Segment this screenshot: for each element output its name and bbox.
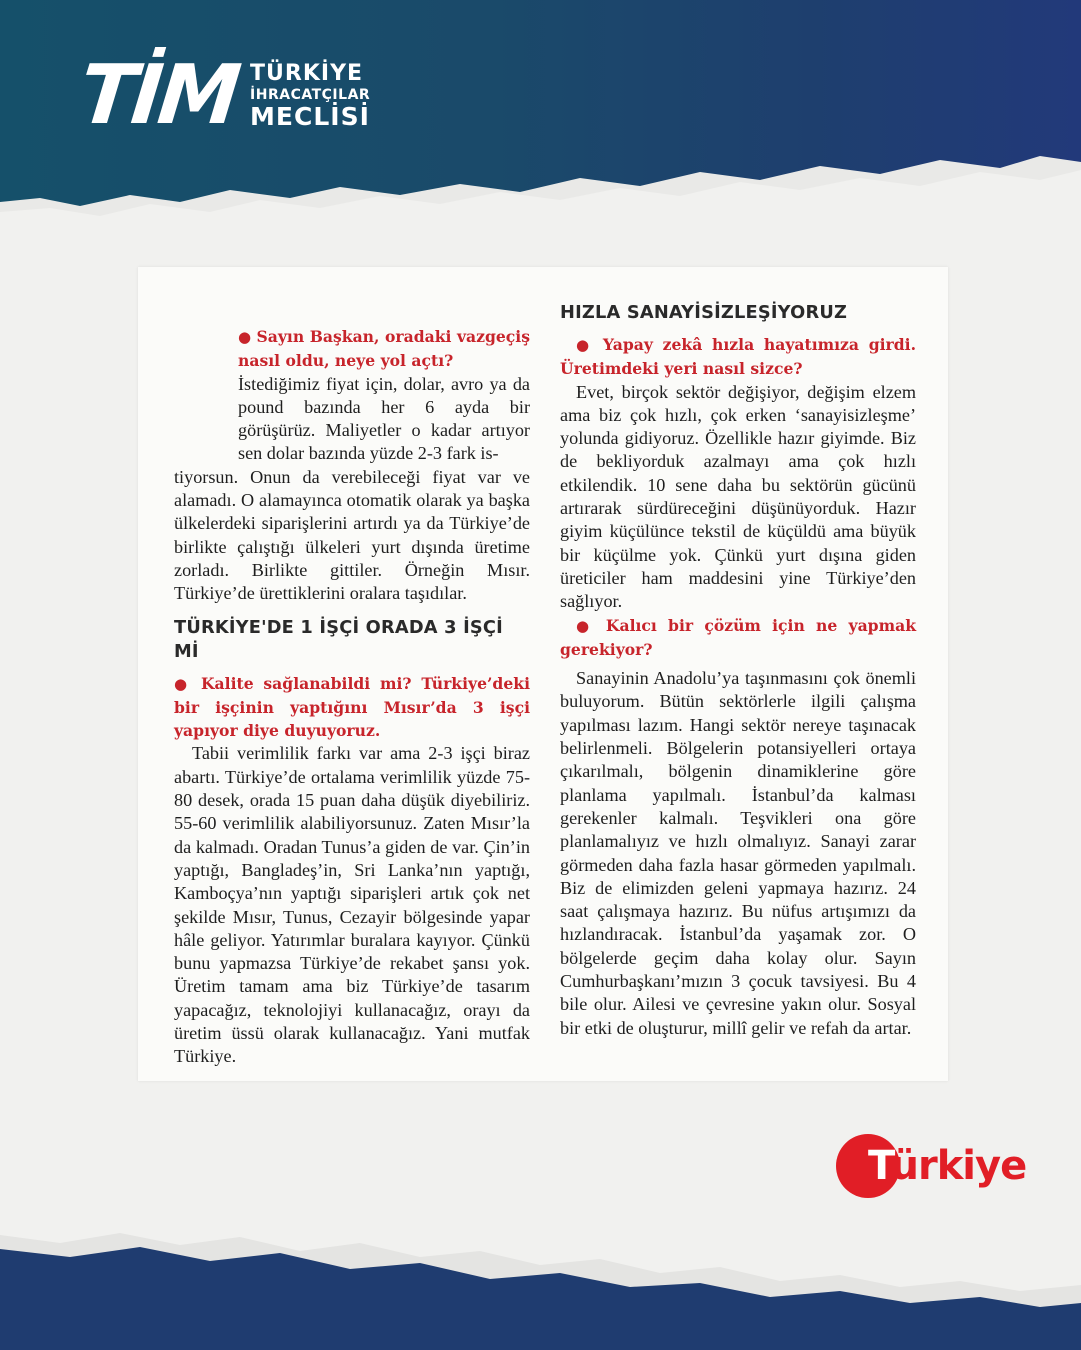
- tim-logo-line1: TÜRKİYE: [250, 61, 364, 86]
- question-3: ● Yapay zekâ hızla hayatımıza girdi. Üretimdeki yeri nasıl sizce?: [560, 335, 916, 379]
- answer-1-indented: İstediğimiz fiyat için, dolar, avro ya da pound bazında her 6 ayda bir görüşürüz. Maliyetler o kadar artıyor sen dolar bazında yüzde 2-3 fark is-: [238, 373, 530, 464]
- tim-logo-mark: TİM: [75, 48, 242, 143]
- tim-logo-line3: MECLİSİ: [250, 102, 370, 131]
- torn-paper-top: [0, 140, 1081, 280]
- answer-2: Tabii verimlilik farkı var ama 2-3 işçi biraz abartı. Türkiye’de ortalama verimlilik yüzde 75-80 desek, orada 15 puan daha düşük diyebiliriz. 55-60 verimlilik alabiliyorsunuz. Zaten Mısır’la da kalmadı. Oradan Tunus’a giden de var. Çin’in yaptığı, Bangladeş’in, Sri Lanka’nın yaptığı, Kamboçya’nın yaptığı siparişleri artık çok net şekilde Mısır, Tunus, Cezayir bölgesinde yapar hâle geliyor. Yatırımlar buralara kayıyor. Çünkü bunu yapmazsa Türkiye’de rekabet şansı yok. Üretim tamam ama biz Türkiye’de tasarım yapacağız, teknolojiyi kullanacağız, orayı da üretim üssü olarak kullanacağız. Yani mutfak Türkiye.: [174, 743, 530, 1067]
- article-column-right: [560, 301, 916, 1040]
- subheading-left: TÜRKİYE'DE 1 İŞÇİ ORADA 3 İŞÇİ Mİ: [174, 616, 503, 662]
- tim-logo-text: [250, 62, 370, 130]
- answer-3: Evet, birçok sektör değişiyor, değişim elzem ama biz çok hızlı, çok erken ‘sanayisizleşme’ yolunda gidiyoruz. Özellikle hazır giyimde. Biz de bekliyorduk azalmayı ama çok hızlı etkilendik. 10 sene daha bu sektörün gücünü artırarak sürdüreceğini düşünüyorduk. Hazır giyim küçülünce tekstil de küçüldü ama büyük bir küçülme yok. Çünkü yurt dışına giden üreticiler ham maddesini yine Türkiye’den sağlıyor.: [560, 381, 916, 612]
- torn-paper-bottom: [0, 1225, 1081, 1350]
- turkiye-newspaper-logo: [836, 1134, 1026, 1198]
- bullet-icon: ●: [238, 328, 257, 346]
- newspaper-clipping: [138, 267, 948, 1081]
- question-1: ● Sayın Başkan, oradaki vazgeçiş nasıl oldu, neye yol açtı?: [238, 327, 530, 371]
- bullet-icon: ●: [576, 616, 606, 635]
- answer-1-rest: tiyorsun. Onun da verebileceği fiyat var ve alamadı. O alamayınca otomatik olarak ya başka ülkelerdeki siparişlerini artırdı ya da Türkiye’de birlikte çalıştığı ülkeleri yurt dışında üretime zorladı. Birlikte gittiler. Örneğin Mısır. Türkiye’de ürettiklerini oralara taşıdılar.: [174, 466, 530, 604]
- question-2: ● Kalite sağlanabildi mi? Türkiye’deki bir işçinin yaptığını Mısır’da 3 işçi yapıyor diye duyuyoruz.: [174, 673, 530, 741]
- article-column-left: [174, 325, 530, 1069]
- bullet-icon: ●: [576, 336, 603, 354]
- bullet-icon: ●: [174, 674, 201, 693]
- turkiye-logo-text: Türkiye: [868, 1143, 1027, 1189]
- tim-logo: [75, 48, 371, 143]
- question-4: ● Kalıcı bir çözüm için ne yapmak gerekiyor?: [560, 615, 916, 659]
- answer-4: Sanayinin Anadolu’ya taşınmasını çok önemli buluyorum. Bütün sektörlerle ilgili çalışma yapılması lazım. Hangi sektör nereye taşınacak belirlenmeli. Bölgelerin potansiyelleri ortaya çıkarılmalı, bölgenin dinamiklerine göre planlama yapılmalı. İstanbul’da kalması gerekenler kalmalı. Teşvikleri ona göre planlamalıyız ve hızlı olmalıyız. Sanayi zarar görmeden daha fazla hasar görmeden yapılmalı. Biz de elimizden geleni yapmaya hazırız. 24 saat çalışmaya hazırız. Bu nüfus artışımızı da hızlandıracak. İstanbul’da yaşamak zor. O bölgelerde geçim daha kolay olur. Sayın Cumhurbaşkanı’mızın 3 çocuk tavsiyesi. Bu 4 bile olur. Ailesi ve çevresine yakın olur. Sosyal bir etki de oluşturur, millî gelir ve refah da artar.: [560, 668, 916, 1038]
- subheading-right: HIZLA SANAYİSİZLEŞİYORUZ: [560, 302, 848, 323]
- tim-logo-line2: İHRACATÇILAR: [250, 87, 371, 103]
